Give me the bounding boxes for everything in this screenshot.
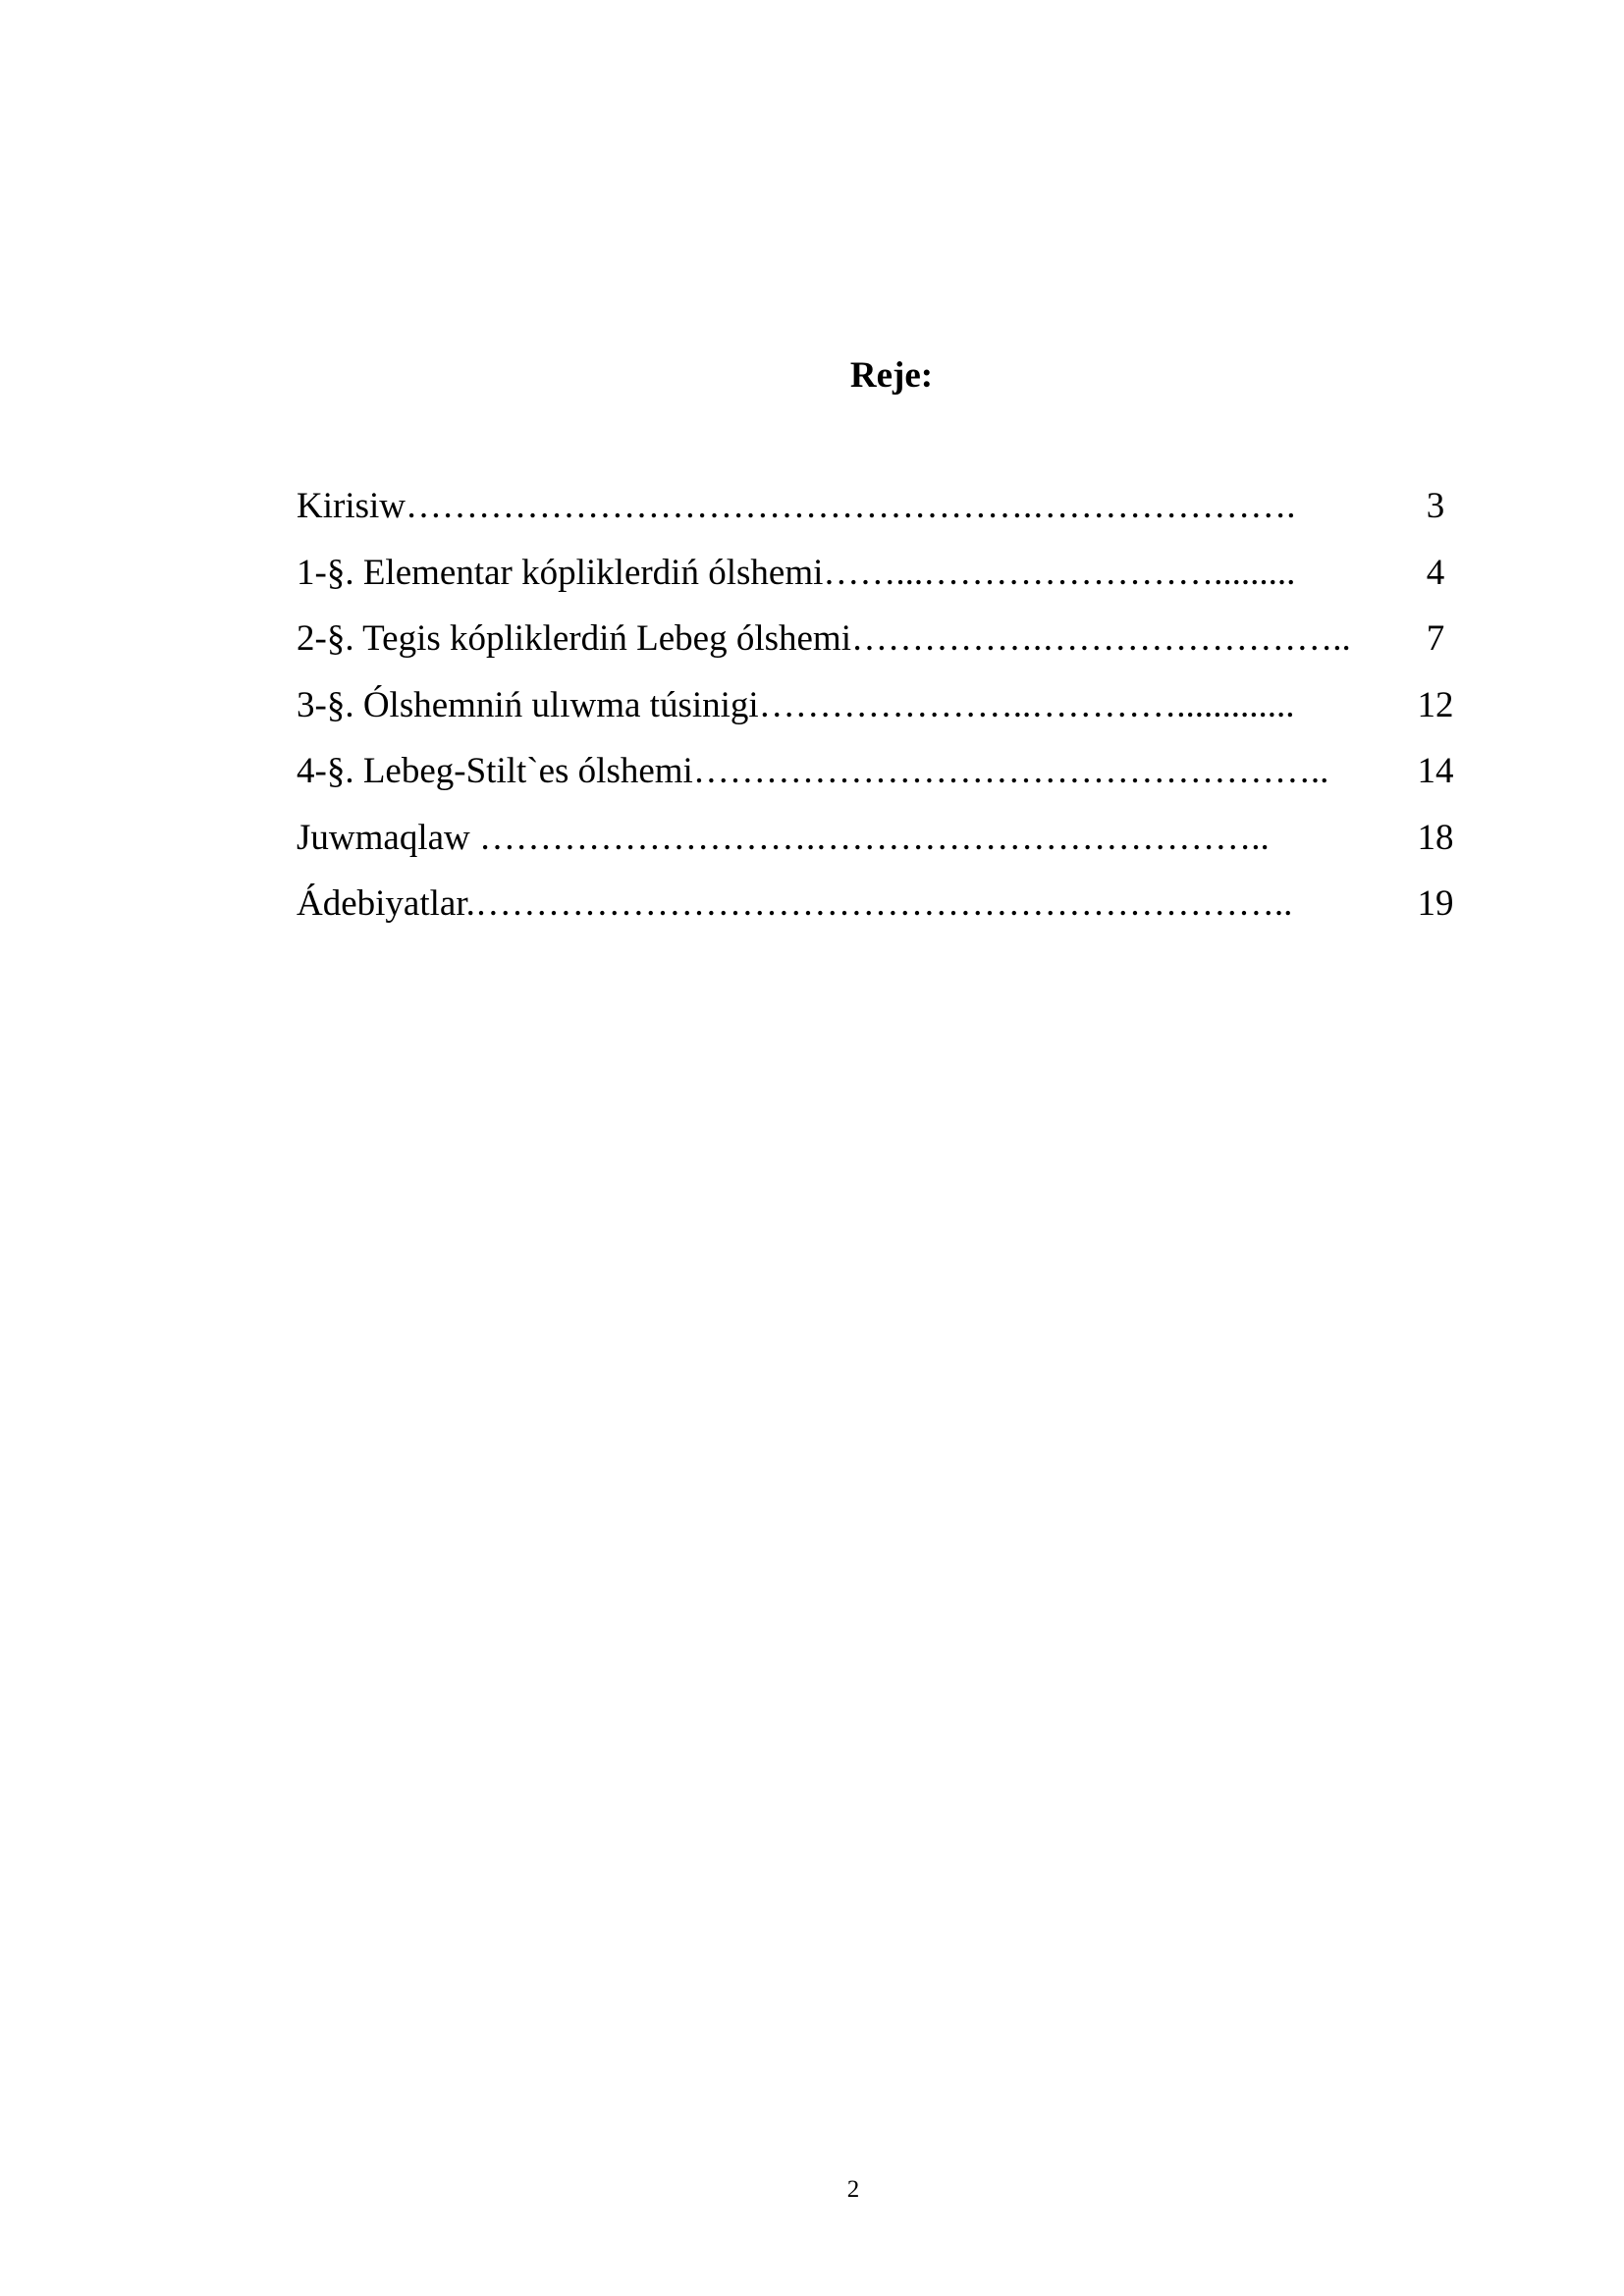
toc-entry-section-2 bbox=[297, 614, 1465, 680]
document-title: Reje: bbox=[849, 355, 934, 396]
toc-entry-label: Juwmaqlaw ……………………….……………………………….. bbox=[297, 817, 1270, 858]
page-number: 2 bbox=[846, 2176, 860, 2203]
toc-entry-page: 12 bbox=[1417, 684, 1454, 725]
toc-entry-page: 3 bbox=[1426, 486, 1445, 526]
toc-entry-juwmaqlaw bbox=[297, 813, 1465, 880]
toc-entry-section-1 bbox=[297, 548, 1465, 614]
toc-entry-label: 3-§. Ólshemniń ulıwma túsinigi…………………..…………............. bbox=[297, 684, 1295, 725]
toc-entry-section-4 bbox=[297, 746, 1465, 813]
toc-entry-label: Ádebiyatlar.………………………………………………………….. bbox=[297, 883, 1293, 924]
toc-entry-page: 4 bbox=[1426, 552, 1445, 593]
toc-entry-page: 19 bbox=[1417, 883, 1454, 924]
toc-entry-kirisiw bbox=[297, 481, 1465, 548]
toc-entry-label: 1-§. Elementar kópliklerdiń ólshemi……...……………………......... bbox=[297, 552, 1296, 593]
toc-entry-page: 14 bbox=[1417, 751, 1454, 791]
table-of-contents bbox=[297, 481, 1465, 945]
toc-entry-page: 7 bbox=[1426, 618, 1445, 659]
toc-entry-page: 18 bbox=[1417, 817, 1454, 858]
toc-entry-label: 2-§. Tegis kópliklerdiń Lebeg ólshemi…………….…………………….. bbox=[297, 618, 1351, 659]
toc-entry-section-3 bbox=[297, 680, 1465, 747]
toc-entry-label: 4-§. Lebeg-Stilt`es ólshemi…………………………………………….. bbox=[297, 751, 1329, 791]
toc-entry-adebiyatlar bbox=[297, 879, 1465, 945]
toc-entry-label: Kirisiw…………………………………………….…………………. bbox=[297, 486, 1296, 526]
